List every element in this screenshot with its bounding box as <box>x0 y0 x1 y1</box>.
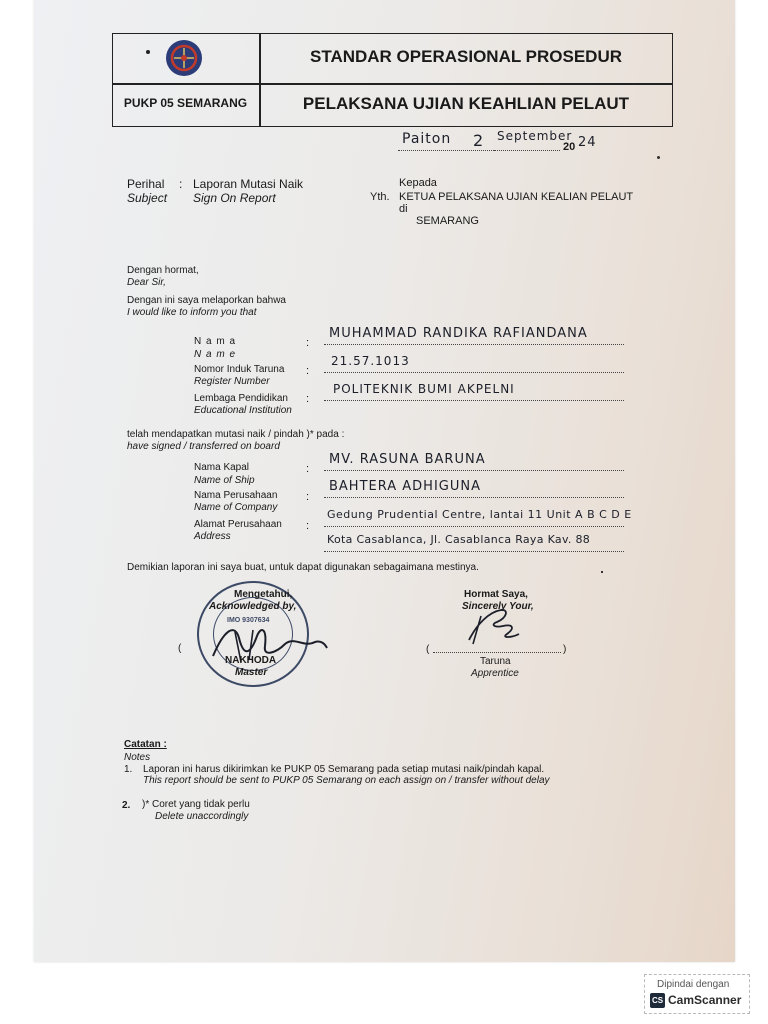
left-paren-open: ( <box>178 643 182 654</box>
company-label-en: Name of Company <box>194 502 278 513</box>
ship-line <box>324 470 624 471</box>
address-value-line1: Gedung Prudential Centre, lantai 11 Unit A B C D E <box>327 508 632 521</box>
date-month: September <box>497 129 573 143</box>
note2-number: 2. <box>122 800 131 811</box>
date-day: 2 <box>473 131 485 150</box>
sincerely-label-en: Sincerely Your, <box>462 601 534 612</box>
acknowledge-label-en: Acknowledged by, <box>209 601 297 612</box>
note1-text: Laporan ini harus dikirimkan ke PUKP 05 Semarang pada setiap mutasi naik/pindah kapal. <box>143 764 545 775</box>
notes-title: Catatan : <box>124 739 167 750</box>
address-label-en: Address <box>194 531 231 542</box>
header-dot <box>146 50 150 54</box>
transfer-text: telah mendapatkan mutasi naik / pindah )* pada : <box>127 429 345 440</box>
register-label: Nomor Induk Taruna <box>194 364 285 375</box>
greeting-en: Dear Sir, <box>127 277 166 288</box>
note1-number: 1. <box>124 764 133 775</box>
recipient: KETUA PELAKSANA UJIAN KEALIAN PELAUT <box>399 191 634 203</box>
institution-logo-icon <box>164 38 204 78</box>
apprentice-name-line <box>433 652 561 653</box>
institution-label: Lembaga Pendidikan <box>194 393 288 404</box>
address-label: Alamat Perusahaan <box>194 519 282 530</box>
apprentice-role-en: Apprentice <box>471 668 519 679</box>
stamp-imo: IMO 9307634 <box>227 617 270 624</box>
company-label: Nama Perusahaan <box>194 490 278 501</box>
name-value: MUHAMMAD RANDIKA RAFIANDANA <box>329 326 588 341</box>
institution-label-en: Educational Institution <box>194 405 292 416</box>
apprentice-role: Taruna <box>480 656 511 667</box>
register-label-en: Register Number <box>194 376 270 387</box>
camscanner-badge <box>644 974 750 1014</box>
master-role: NAKHODA <box>225 655 277 666</box>
intro-en: I would like to inform you that <box>127 307 257 318</box>
ship-label-en: Name of Ship <box>194 475 255 486</box>
scanner-brand: CamScanner <box>668 993 742 1007</box>
acknowledge-label: Mengetahui, <box>234 589 293 600</box>
address-line2 <box>324 551 624 552</box>
ship-colon: : <box>306 463 310 475</box>
institution-value: POLITEKNIK BUMI AKPELNI <box>333 382 515 396</box>
subject-value: Sign On Report <box>193 191 276 205</box>
perihal-label: Perihal <box>127 177 165 191</box>
institution-line <box>324 400 624 401</box>
ship-label: Nama Kapal <box>194 462 250 473</box>
sincerely-label: Hormat Saya, <box>464 589 528 600</box>
speck <box>601 571 603 573</box>
apprentice-signature-icon <box>463 604 523 646</box>
register-value: 21.57.1013 <box>331 354 410 368</box>
recipient-city: SEMARANG <box>416 215 479 227</box>
address-value-line2: Kota Casablanca, Jl. Casablanca Raya Kav. 88 <box>327 533 591 546</box>
address-line1 <box>324 526 624 527</box>
note2-text-en: Delete unaccordingly <box>155 811 249 822</box>
header-divider-horizontal <box>113 83 672 85</box>
header-title: STANDAR OPERASIONAL PROSEDUR <box>309 47 622 66</box>
company-line <box>324 497 624 498</box>
institution-colon: : <box>306 393 310 405</box>
right-paren-open: ( <box>426 644 430 655</box>
subject-label: Subject <box>127 191 168 205</box>
speck <box>657 156 660 159</box>
closing-text: Demikian laporan ini saya buat, untuk dapat digunakan sebagaimana mestinya. <box>127 562 479 573</box>
scanner-line1: Dipindai dengan <box>657 979 730 990</box>
company-value: BAHTERA ADHIGUNA <box>329 479 481 494</box>
perihal-value: Laporan Mutasi Naik <box>193 177 304 191</box>
date-place-line <box>398 150 494 151</box>
transfer-text-en: have signed / transferred on board <box>127 441 280 452</box>
date-month-line <box>494 150 560 151</box>
recipient-di: di <box>399 203 408 215</box>
master-role-en: Master <box>235 667 268 678</box>
greeting: Dengan hormat, <box>127 265 199 276</box>
name-line <box>324 344 624 345</box>
header-unit: PUKP 05 SEMARANG <box>123 96 248 110</box>
note1-text-en: This report should be sent to PUKP 05 Semarang on each assign on / transfer without delay <box>143 775 550 786</box>
right-paren-close: ) <box>563 644 567 655</box>
date-year-prefix: 20 <box>563 141 576 153</box>
name-colon: : <box>306 337 310 349</box>
notes-title-en: Notes <box>124 752 151 763</box>
date-place: Paiton <box>402 131 452 147</box>
ship-value: MV. RASUNA BARUNA <box>329 452 486 467</box>
name-label-en: N a m e <box>194 349 237 360</box>
register-line <box>324 372 624 373</box>
kepada-label: Kepada <box>399 177 437 189</box>
camscanner-logo-icon: CS <box>650 993 665 1008</box>
company-colon: : <box>306 491 310 503</box>
yth-label: Yth. <box>370 191 390 203</box>
intro: Dengan ini saya melaporkan bahwa <box>127 295 286 306</box>
register-colon: : <box>306 365 310 377</box>
header-subtitle: PELAKSANA UJIAN KEAHLIAN PELAUT <box>302 94 630 113</box>
name-label: N a m a <box>194 336 237 347</box>
perihal-colon: : <box>179 177 183 191</box>
date-year-suffix: 24 <box>578 135 597 150</box>
note2-text: )* Coret yang tidak perlu <box>142 799 250 810</box>
address-colon: : <box>306 520 310 532</box>
